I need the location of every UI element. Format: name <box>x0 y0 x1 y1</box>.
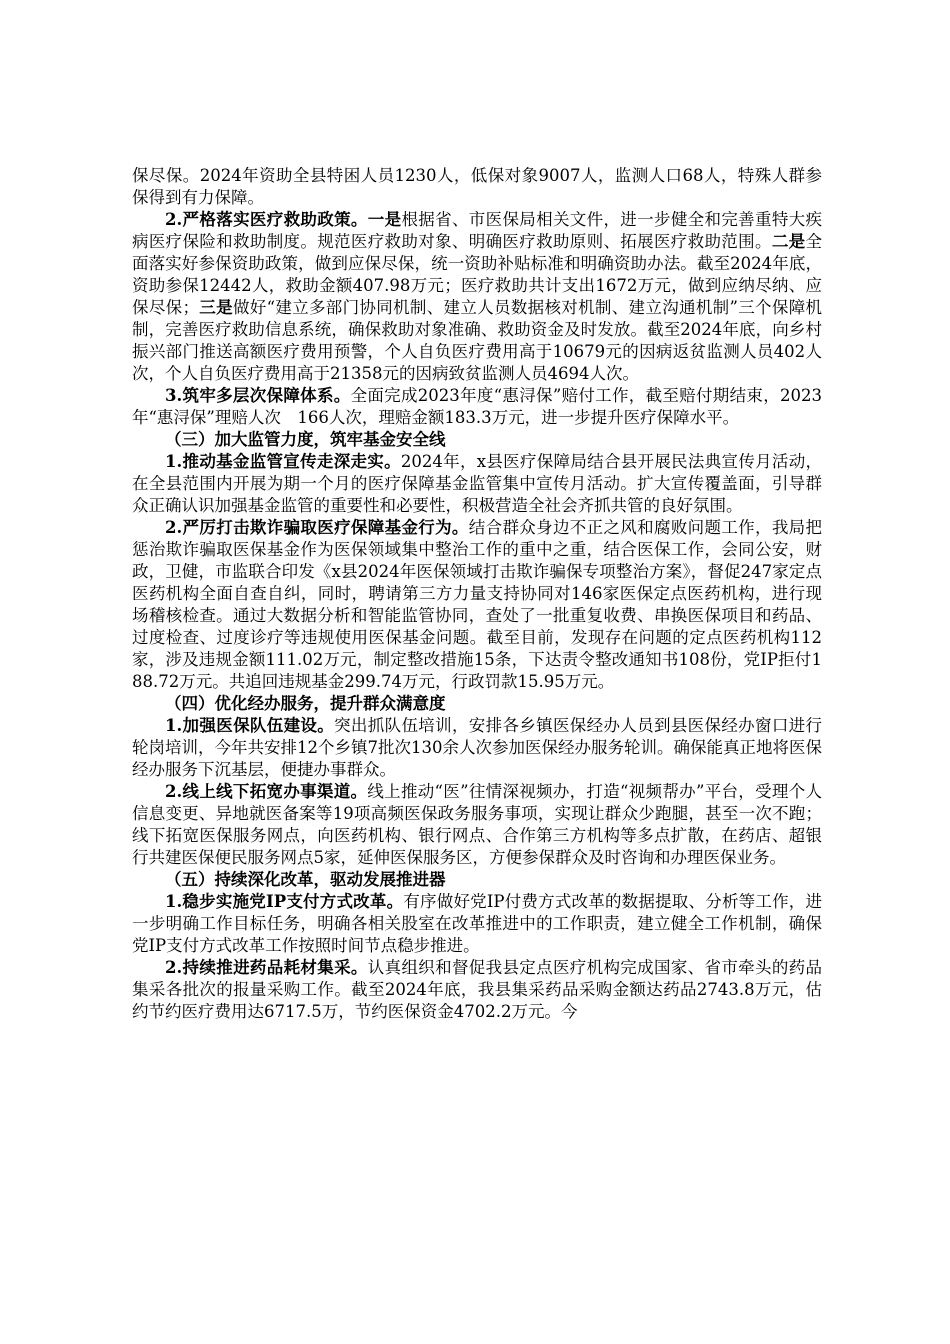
text-run: 根据省、市医保局相关文件，进一步健全和完善重特大疾病医疗保险和救助制度。规范医疗救助对象、明确医疗救助原则、拓展医疗救助范围。 <box>132 210 822 251</box>
section-heading-service <box>132 693 822 715</box>
text-run: 认真组织和督促我县定点医疗机构完成国家、省市牵头的药品集采各批次的报量采购工作。截至2024年底，我县集采药品采购金额达药品2743.8万元，估约节约医疗费用达6717.5万，节约医保资金4702.2万元。今 <box>132 958 822 1021</box>
bold-run: 三是 <box>198 298 233 317</box>
text-run: 全面完成2023年度“惠浔保”赔付工作，截至赔付期结束，2023年“惠浔保”理赔人次 166人次，理赔金额183.3万元，进一步提升医疗保障水平。 <box>132 386 822 427</box>
bold-run: 2.严厉打击欺诈骗取医疗保障基金行为。 <box>165 518 469 537</box>
paragraph-multi-level-security <box>132 385 822 429</box>
section-heading-reform <box>132 869 822 891</box>
bold-run: 1.稳步实施党IP支付方式改革。 <box>165 892 404 911</box>
bold-run: 1.加强医保队伍建设。 <box>165 716 335 735</box>
paragraph-fund-publicity <box>132 451 822 517</box>
bold-run: 3.筑牢多层次保障体系。 <box>165 386 351 405</box>
text-run: （三）加大监管力度，筑牢基金安全线 <box>165 430 446 449</box>
document-page <box>132 165 822 1023</box>
text-run: 2024年，x县医疗保障局结合县开展民法典宣传月活动，在全县范围内开展为期一个月的医疗保障基金监管集中宣传月活动。扩大宣传覆盖面，引导群众正确认识加强基金监管的重要性和必要性，积极营造全社会齐抓共管的良好氛围。 <box>132 452 823 515</box>
paragraph-medical-aid-policy <box>132 209 822 385</box>
paragraph-procurement <box>132 957 822 1023</box>
text-run: 全面落实好参保资助政策，做到应保尽保，统一资助补贴标准和明确资助办法。截至2024年底，资助参保12442人，救助金额407.98万元；医疗救助共计支出1672万元，做到应纳尽纳、应保尽保； <box>132 232 823 317</box>
text-run: 有序做好党IP付费方式改革的数据提取、分析等工作，进一步明确工作目标任务，明确各相关股室在改革推进中的工作职责，建立健全工作机制，确保党IP支付方式改革工作按照时间节点稳步推进。 <box>132 892 822 955</box>
bold-run: 二是 <box>771 232 806 251</box>
paragraph-team-building <box>132 715 822 781</box>
paragraph-anti-fraud <box>132 517 822 693</box>
text-run: 突出抓队伍培训，安排各乡镇医保经办人员到县医保经办窗口进行轮岗培训，今年共安排12个乡镇7批次130余人次参加医保经办服务轮训。确保能真正地将医保经办服务下沉基层，便捷办事群众。 <box>132 716 822 779</box>
paragraph-payment-reform <box>132 891 822 957</box>
text-run: （五）持续深化改革，驱动发展推进器 <box>165 870 446 889</box>
bold-run: 2.严格落实医疗救助政策。一是 <box>165 210 402 229</box>
bold-run: 2.线上线下拓宽办事渠道。 <box>165 782 368 801</box>
paragraph-service-channels <box>132 781 822 869</box>
bold-run: 2.持续推进药品耗材集采。 <box>165 958 368 977</box>
text-run: 线上推动“医”往情深视频办，打造“视频帮办”平台，受理个人信息变更、异地就医备案等19项高频医保政务服务事项，实现让群众少跑腿，甚至一次不跑；线下拓宽医保服务网点，向医药机构、银行网点、合作第三方机构等多点扩散，在药店、超银行共建医保便民服务网点5家，延伸医保服务区，方便参保群众及时咨询和办理医保业务。 <box>132 782 822 867</box>
text-run: 保尽保。2024年资助全县特困人员1230人，低保对象9007人，监测人口68人，特殊人群参保得到有力保障。 <box>132 166 822 207</box>
text-run: 结合群众身边不正之风和腐败问题工作，我局把惩治欺诈骗取医保基金作为医保领域集中整治工作的重中之重，结合医保工作，会同公安，财政，卫健，市监联合印发《x县2024年医保领域打击欺诈骗保专项整治方案》，督促247家定点医药机构全面自查自纠，同时，聘请第三方力量支持协同对146家医保定点医药机构，进行现场稽核检查。通过大数据分析和智能监管协同，查处了一批重复收费、串换医保项目和药品、过度检查、过度诊疗等违规使用医保基金问题。截至目前，发现存在问题的定点医药机构112家，涉及违规金额111.02万元，制定整改措施15条，下达责令整改通知书108份，党IP拒付188.72万元。共追回违规基金299.74万元，行政罚款15.95万元。 <box>132 518 822 691</box>
paragraph-continuation <box>132 165 822 209</box>
section-heading-supervision <box>132 429 822 451</box>
text-run: 做好“建立多部门协同机制、建立人员数据核对机制、建立沟通机制”三个保障机制，完善医疗救助信息系统，确保救助对象准确、救助资金及时发放。截至2024年底，向乡村振兴部门推送高额医疗费用预警，个人自负医疗费用高于10679元的因病返贫监测人员402人次，个人自负医疗费用高于21358元的因病致贫监测人员4694人次。 <box>132 298 823 383</box>
bold-run: 1.推动基金监管宣传走深走实。 <box>165 452 401 471</box>
text-run: （四）优化经办服务，提升群众满意度 <box>165 694 446 713</box>
